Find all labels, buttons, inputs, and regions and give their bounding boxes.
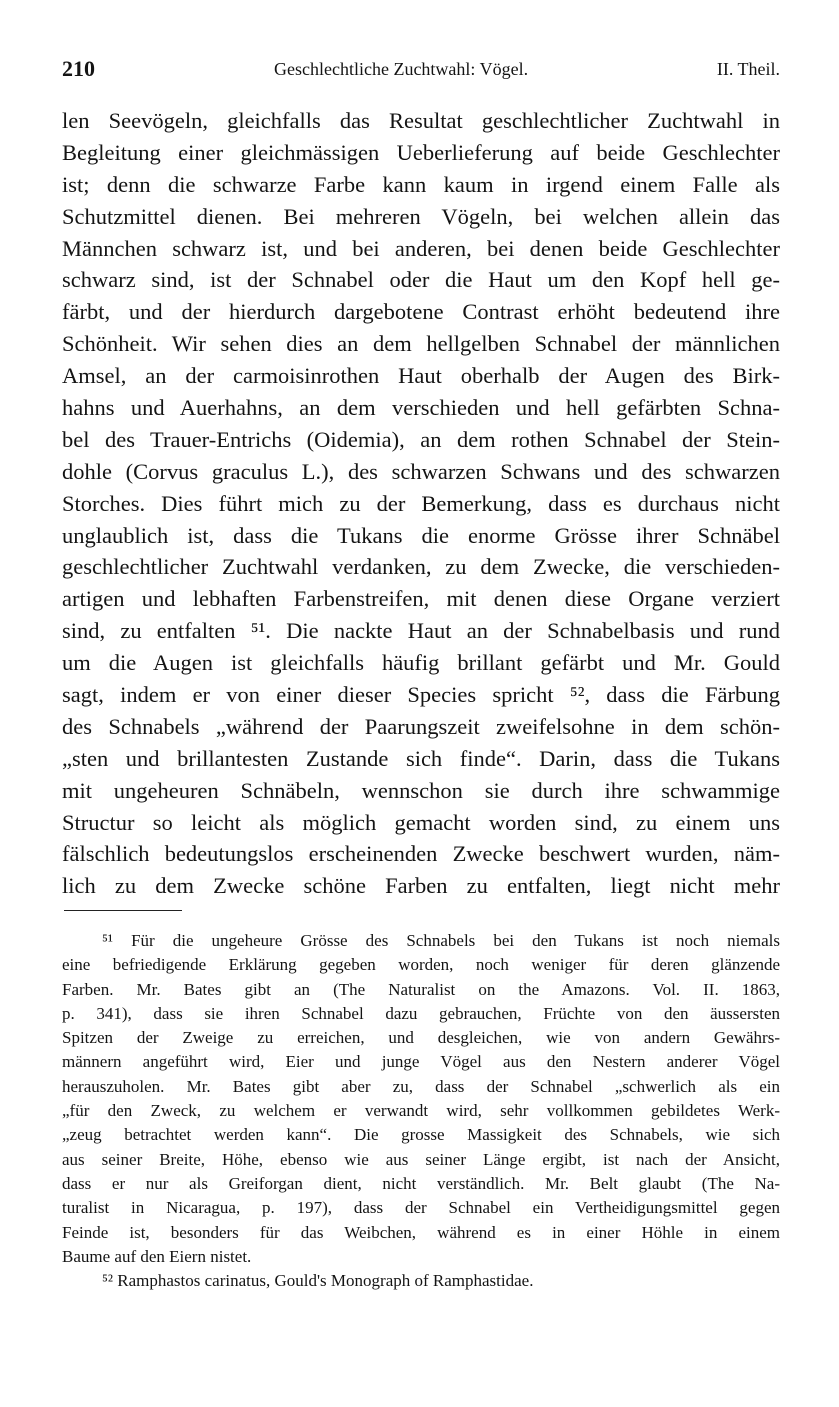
footnote-line: Baume auf den Eiern nistet. <box>62 1246 252 1266</box>
body-line: mit ungeheuren Schnäbeln, wennschon sie durch ihre schwammige <box>62 777 780 803</box>
footnote-line: herauszuholen. Mr. Bates gibt aber zu, dass der Schnabel „schwerlich als ein <box>62 1076 780 1096</box>
body-line: dohle (Corvus graculus L.), des schwarzen Schwans und des schwarzen <box>62 458 780 484</box>
footnote-line: aus seiner Breite, Höhe, ebenso wie aus seiner Länge ergibt, ist nach der Ansicht, <box>62 1149 780 1169</box>
footnote-line: p. 341), dass sie ihren Schnabel dazu gebrauchen, Früchte von den äussersten <box>62 1003 780 1023</box>
body-line: Schönheit. Wir sehen dies an dem hellgelben Schnabel der männlichen <box>62 331 780 357</box>
body-line: Schutzmittel dienen. Bei mehreren Vögeln, bei welchen allein das <box>62 203 780 229</box>
footnote-line: turalist in Nicaragua, p. 197), dass der Schnabel ein Vertheidigungsmittel gegen <box>62 1198 780 1218</box>
footnotes <box>62 929 780 1293</box>
body-line: Männchen schwarz ist, und bei anderen, bei denen beide Geschlechter <box>62 235 780 261</box>
body-line: des Schnabels „während der Paarungszeit zweifelsohne in dem schön- <box>62 713 780 739</box>
body-line: Structur so leicht als möglich gemacht worden sind, zu einem uns <box>62 809 780 835</box>
body-line: lich zu dem Zwecke schöne Farben zu entfalten, liegt nicht mehr <box>62 873 780 899</box>
body-line: len Seevögeln, gleichfalls das Resultat geschlechtlicher Zuchtwahl in <box>62 108 780 133</box>
body-line: „sten und brillantesten Zustande sich finde“. Darin, dass die Tukans <box>62 745 780 771</box>
footnote-separator <box>64 910 182 911</box>
footnote-line: „zeug betrachtet werden kann“. Die grosse Massigkeit des Schnabels, wie sich <box>62 1125 780 1145</box>
body-line: Begleitung einer gleichmässigen Ueberlieferung auf beide Geschlechter <box>62 139 780 165</box>
body-line: fälschlich bedeutungslos erscheinenden Zwecke beschwert wurden, näm- <box>62 841 780 867</box>
footnote-line: Feinde ist, besonders für das Weibchen, während es in einer Höhle in einem <box>62 1222 780 1242</box>
footnote-line: männern angeführt wird, Eier und junge Vögel aus den Nestern anderer Vögel <box>62 1052 780 1072</box>
body-line: sagt, indem er von einer dieser Species spricht ⁵², dass die Färbung <box>62 682 780 708</box>
body-line: ist; denn die schwarze Farbe kann kaum in irgend einem Falle als <box>62 171 780 197</box>
body-line: um die Augen ist gleichfalls häufig brillant gefärbt und Mr. Gould <box>62 650 780 676</box>
body-line: färbt, und der hierdurch dargebotene Contrast erhöht bedeutend ihre <box>62 299 780 325</box>
body-line: artigen und lebhaften Farbenstreifen, mit denen diese Organe verziert <box>62 586 780 612</box>
footnote-line: dass er nur als Greiforgan dient, nicht verständlich. Mr. Belt glaubt (The Na- <box>62 1173 780 1193</box>
main-text <box>62 105 780 902</box>
body-line: geschlechtlicher Zuchtwahl verdanken, zu dem Zwecke, die verschieden- <box>62 554 780 580</box>
page-number: 210 <box>62 56 95 81</box>
running-title: Geschlechtliche Zuchtwahl: Vögel. <box>274 59 529 79</box>
body-line: bel des Trauer-Entrichs (Oidemia), an dem rothen Schnabel der Stein- <box>62 426 780 452</box>
part-label: II. Theil. <box>716 59 780 79</box>
body-line: unglaublich ist, dass die Tukans die enorme Grösse ihrer Schnäbel <box>62 522 780 548</box>
body-line: schwarz sind, ist der Schnabel oder die Haut um den Kopf hell ge- <box>62 267 780 293</box>
body-line: hahns und Auerhahns, an dem verschieden und hell gefärbten Schna- <box>62 395 780 421</box>
footnote-line: ⁵¹ Für die ungeheure Grösse des Schnabels bei den Tukans ist noch niemals <box>102 931 780 950</box>
footnote-line: Spitzen der Zweige zu erreichen, und desgleichen, wie von andern Gewährs- <box>62 1028 780 1048</box>
footnote-line: eine befriedigende Erklärung gegeben worden, noch weniger für deren glänzende <box>62 955 780 975</box>
body-line: Amsel, an der carmoisinrothen Haut oberhalb der Augen des Birk- <box>62 363 780 389</box>
footnote-line: Farben. Mr. Bates gibt an (The Naturalist on the Amazons. Vol. II. 1863, <box>62 979 780 999</box>
footnote-line: „für den Zweck, zu welchem er verwandt wird, sehr vollkommen gebildetes Werk- <box>62 1101 780 1121</box>
body-line: sind, zu entfalten ⁵¹. Die nackte Haut an der Schnabelbasis und rund <box>62 618 780 644</box>
body-line: Storches. Dies führt mich zu der Bemerkung, dass es durchaus nicht <box>62 490 780 516</box>
running-header <box>62 56 780 86</box>
footnote-line: ⁵² Ramphastos carinatus, Gould's Monograph of Ramphastidae. <box>102 1271 534 1291</box>
